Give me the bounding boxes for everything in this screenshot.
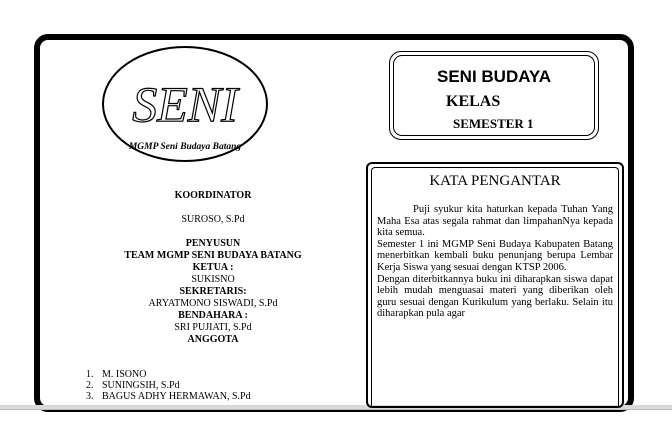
logo-word: SENI — [132, 76, 238, 132]
sekretaris-name: ARYATMONO SISWADI, S.Pd — [148, 298, 278, 309]
paragraph: Puji syukur kita haturkan kepada Tuhan Yang Maha Esa atas segala rahmat dan limpahanNya kepada kita semua. — [377, 204, 613, 239]
list-item — [86, 391, 251, 402]
kata-pengantar-title: KATA PENGANTAR — [429, 173, 561, 189]
list-item — [86, 380, 251, 391]
ketua-label: KETUA : — [192, 262, 234, 273]
kata-pengantar-body — [377, 204, 613, 320]
viewer-divider — [0, 409, 672, 410]
ketua-name: SUKISNO — [191, 274, 235, 285]
team-label: TEAM MGMP SENI BUDAYA BATANG — [124, 250, 302, 261]
koordinator-label: KOORDINATOR — [174, 190, 252, 201]
sekretaris-label: SEKRETARIS: — [179, 286, 247, 297]
bendahara-name: SRI PUJIATI, S.Pd — [174, 322, 252, 333]
penyusun-label: PENYUSUN — [185, 238, 241, 249]
anggota-label: ANGGOTA — [187, 334, 239, 345]
credits-column — [112, 190, 314, 346]
list-number: 2. — [86, 380, 94, 391]
title-box — [389, 51, 599, 140]
anggota-list — [86, 369, 251, 402]
kata-pengantar-box — [366, 162, 624, 408]
bendahara-label: BENDAHARA : — [178, 310, 248, 321]
paragraph: Semester 1 ini MGMP Seni Budaya Kabupaten Batang menerbitkan kembali buku penunjang berupa Lembar Kerja Siswa yang sesuai dengan KTSP 2006. — [377, 238, 613, 273]
member-name: M. ISONO — [102, 369, 147, 380]
member-name: SUNINGSIH, S.Pd — [102, 380, 180, 391]
member-name: BAGUS ADHY HERMAWAN, S.Pd — [102, 391, 251, 402]
semester-label: SEMESTER 1 — [453, 116, 534, 131]
paragraph: Dengan diterbitkannya buku ini diharapkan siswa dapat lebih mudah menguasai materi yang diberikan oleh guru sesuai dengan Kurikulum yang berlaku. Selain itu diharapkan pula agar — [377, 273, 613, 320]
koordinator-name: SUROSO, S.Pd — [181, 214, 245, 225]
logo-caption: MGMP Seni Budaya Batang — [128, 142, 242, 152]
seni-logo — [101, 45, 269, 163]
list-number: 3. — [86, 391, 94, 402]
list-number: 1. — [86, 369, 94, 380]
list-item — [86, 369, 251, 380]
book-title: SENI BUDAYA — [436, 67, 551, 86]
kelas-label: KELAS — [446, 93, 501, 110]
